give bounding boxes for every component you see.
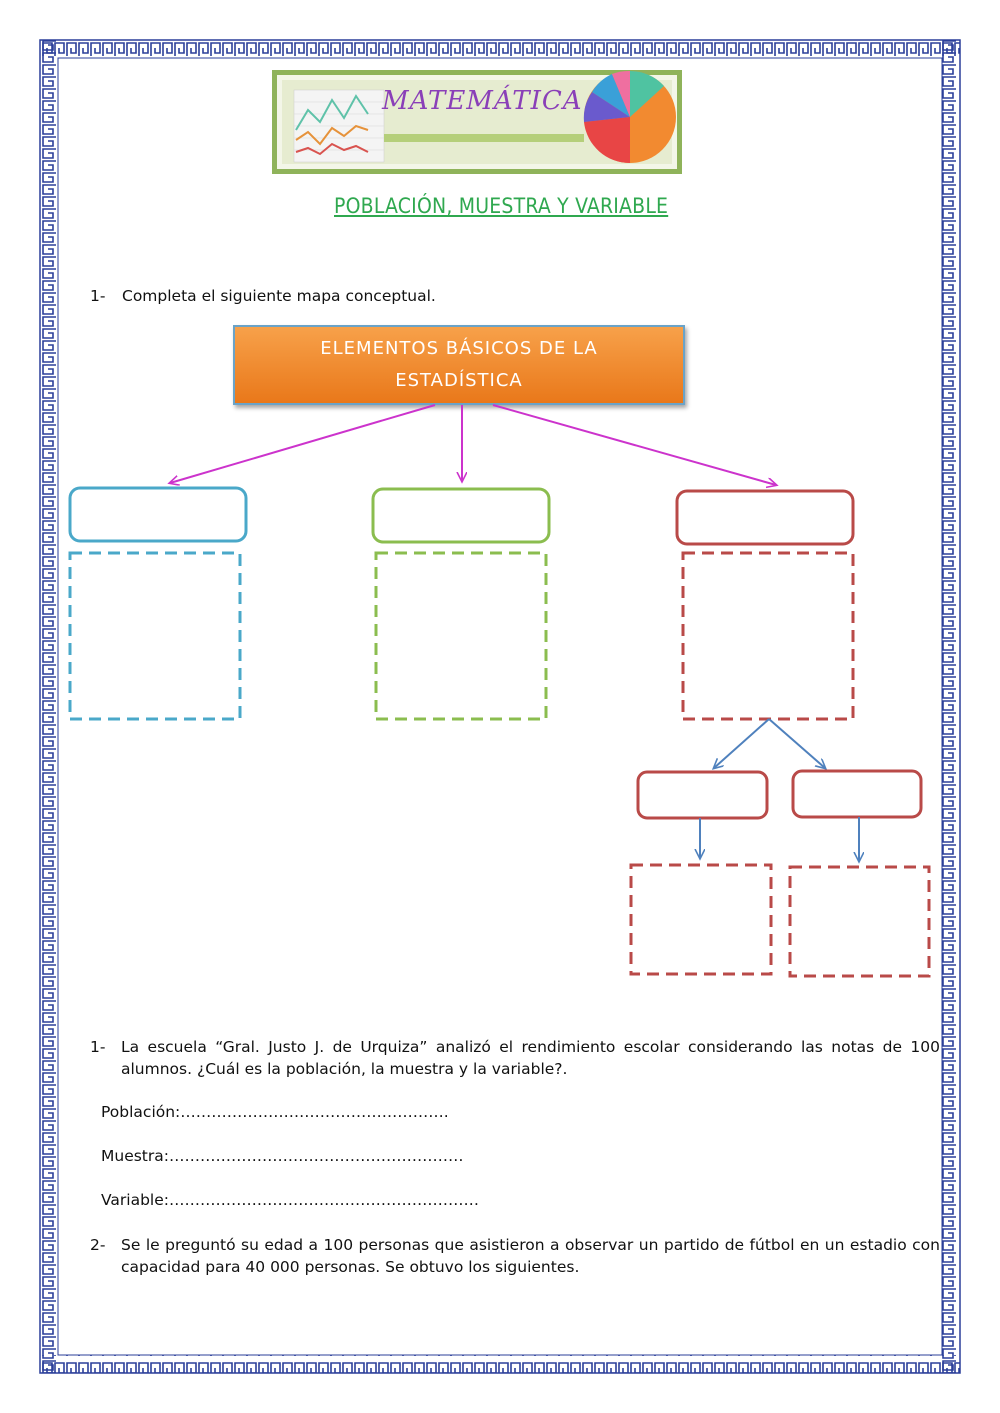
- answer-muestra[interactable]: Muestra:…………………………………………………: [101, 1147, 464, 1165]
- sub-branch-1-detail-box[interactable]: [631, 865, 771, 974]
- sub-branch-2-detail-box[interactable]: [790, 867, 929, 976]
- question-school: [90, 1036, 940, 1080]
- branch-1-detail-box[interactable]: [70, 553, 240, 719]
- branch-3-detail-box[interactable]: [683, 553, 853, 719]
- question-age: [90, 1234, 940, 1278]
- concept-map-root-label: ELEMENTOS BÁSICOS DE LA ESTADÍSTICA: [320, 338, 598, 391]
- question-number: 1-: [90, 1038, 106, 1056]
- answer-variable[interactable]: Variable:……………………………………………………: [101, 1191, 479, 1209]
- question-number: 2-: [90, 1236, 106, 1254]
- arrow-to-sub-2: [769, 719, 825, 768]
- branch-1-title-box[interactable]: [70, 488, 246, 541]
- banner-title: MATEMÁTICA: [382, 86, 583, 116]
- arrow-to-branch-1: [170, 405, 435, 483]
- sub-branch-1-title-box[interactable]: [638, 772, 767, 818]
- answer-poblacion[interactable]: Población:…………………………………………….: [101, 1103, 449, 1121]
- branch-3-title-box[interactable]: [677, 491, 853, 544]
- sub-branch-2-title-box[interactable]: [793, 771, 921, 817]
- arrow-to-branch-3: [493, 405, 776, 485]
- question-number: 1-: [90, 287, 106, 305]
- question-text: Completa el siguiente mapa conceptual.: [122, 287, 436, 305]
- branch-2-title-box[interactable]: [373, 489, 549, 542]
- question-text: La escuela “Gral. Justo J. de Urquiza” analizó el rendimiento escolar considerando las notas de 100 alumnos. ¿Cuál es la población, la muestra y la variable?.: [121, 1038, 940, 1078]
- worksheet-subtitle: POBLACIÓN, MUESTRA Y VARIABLE: [334, 194, 669, 218]
- question-text: Se le preguntó su edad a 100 personas que asistieron a observar un partido de fútbol en un estadio con capacidad para 40 000 personas. Se obtuvo los siguientes.: [121, 1236, 940, 1276]
- arrow-to-sub-1: [714, 719, 769, 768]
- branch-2-detail-box[interactable]: [376, 553, 546, 719]
